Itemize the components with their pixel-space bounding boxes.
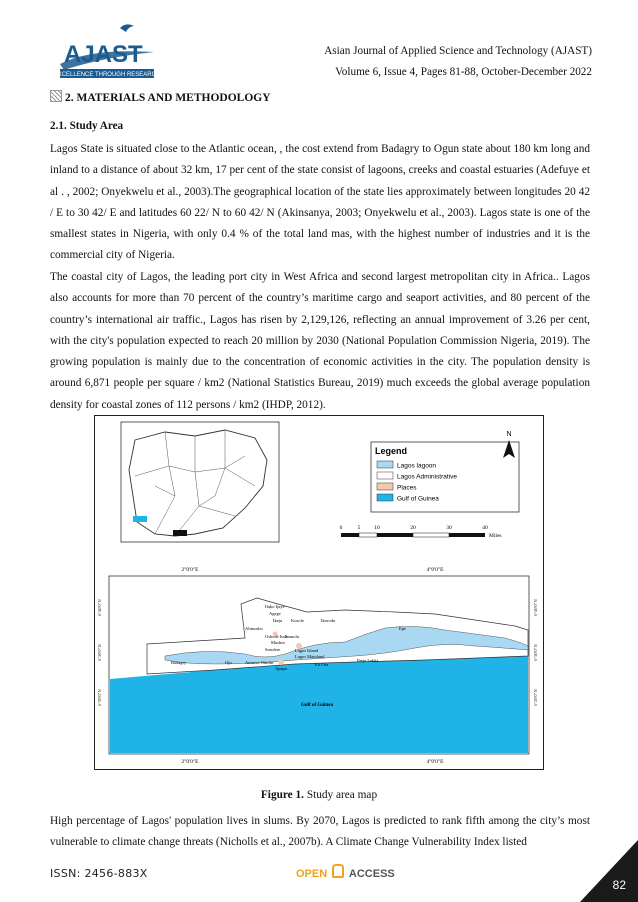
svg-text:Somolu: Somolu: [285, 634, 300, 639]
svg-text:Lagos Mainland: Lagos Mainland: [295, 654, 325, 659]
bird-icon: [120, 24, 134, 32]
svg-text:Badagry: Badagry: [171, 660, 187, 665]
svg-text:2°0'0"E: 2°0'0"E: [181, 759, 199, 765]
legend-item: [377, 494, 439, 503]
legend-title: Legend: [375, 446, 408, 456]
open-access-badge: OPEN ACCESS: [296, 864, 395, 880]
svg-text:40: 40: [482, 525, 488, 531]
lagos-main-map: [97, 566, 538, 765]
svg-text:5: 5: [357, 525, 361, 531]
hatched-square-icon: [50, 90, 62, 102]
issn-label: ISSN: 2456-883X: [50, 867, 148, 880]
svg-text:Ifako Ijaye: Ifako Ijaye: [265, 604, 285, 609]
svg-text:6°20'0"N: 6°20'0"N: [533, 689, 538, 706]
svg-text:Lagos lagoon: Lagos lagoon: [397, 462, 437, 470]
svg-text:Eti Osa: Eti Osa: [315, 662, 329, 667]
paragraph-1: Lagos State is situated close to the Atlantic ocean, , the cost extend from Badagry to Ogun state about 180 km long and inland to a distance of about 32 km, 17 per cent of the state consist of lagoons, creeks and coastal estuaries (Adefuye et al . , 2002; Onyekwelu et al., 2003).The geographical location of the state lies approximately between longitudes 20 42 / E to 30 42/ E and latitudes 60 22/ N to 60 42/ N (Akinsanya, 2003; Onyekwelu et al., 2003). Lagos state is one of the smallest states in Nigeria, with only 0.4 % of the total land mas, with the highest number of industries and it is the commercial city of Nigeria.: [50, 143, 590, 262]
scale-bar: [340, 525, 502, 539]
study-area-map: [94, 415, 544, 770]
page-corner-triangle: [580, 840, 638, 902]
journal-logo: [50, 22, 160, 84]
map-legend: [371, 442, 519, 512]
journal-title: Asian Journal of Applied Science and Technology (AJAST): [324, 45, 592, 57]
legend-item: [377, 461, 436, 470]
volume-line: Volume 6, Issue 4, Pages 81-88, October-December 2022: [335, 66, 592, 78]
paragraph-3: High percentage of Lagos' population lives in slums. By 2070, Lagos is predicted to rank fifth among the city’s most vulnerable to climate change threats (Nicholls et al., 2007b). A Climate Change Vulnerability Index listed: [50, 815, 590, 849]
svg-text:6°40'0"N: 6°40'0"N: [533, 599, 538, 616]
logo-tagline: EXCELLENCE THROUGH RESEARCH: [53, 72, 160, 78]
open-access-lock-icon: [332, 864, 344, 878]
svg-text:Kosofe: Kosofe: [291, 618, 304, 623]
svg-text:Gulf of Guinea: Gulf of Guinea: [397, 495, 439, 503]
svg-text:Ikorodu: Ikorodu: [321, 618, 336, 623]
legend-item: [377, 472, 457, 481]
svg-text:Places: Places: [397, 484, 417, 492]
svg-text:6°40'0"N: 6°40'0"N: [97, 599, 102, 616]
svg-text:Lagos Island: Lagos Island: [295, 648, 319, 653]
svg-text:Ikeja: Ikeja: [273, 618, 282, 623]
svg-text:10: 10: [374, 525, 380, 531]
svg-text:Ibeju Lekki: Ibeju Lekki: [357, 658, 378, 663]
svg-text:Amuwo Odofin: Amuwo Odofin: [245, 660, 274, 665]
svg-text:6°30'0"N: 6°30'0"N: [533, 644, 538, 661]
svg-text:2°0'0"E: 2°0'0"E: [181, 567, 199, 573]
svg-text:Miles: Miles: [489, 533, 502, 539]
section-heading: 2. MATERIALS AND METHODOLOGY: [50, 90, 271, 104]
logo-text: AJAST: [64, 41, 143, 68]
svg-text:Epe: Epe: [399, 626, 406, 631]
svg-text:6°20'0"N: 6°20'0"N: [97, 689, 102, 706]
svg-text:4°0'0"E: 4°0'0"E: [426, 759, 444, 765]
paragraph-2: The coastal city of Lagos, the leading port city in West Africa and second largest metropolitan city in Africa.. Lagos also accounts for more than 70 percent of the country’s maritime cargo and seaport activities, and 80 percent of the country’s international air traffic., Lagos has risen by 2,129,126, reflecting an annual improvement of 3.26 per cent, with the city's population expected to reach 20 million by 2030 (National Population Commission Nigeria, 2019). The growing population is mainly due to the concentration of economic activities in the city. The population density is around 6,871 people per square / km2 (National Statistics Bureau, 2019) much exceeds the global average population density for coastal zones of 112 persons / km2 (IHDP, 2012).: [50, 271, 590, 411]
svg-text:0: 0: [339, 525, 343, 531]
svg-text:Alimosho: Alimosho: [245, 626, 263, 631]
svg-text:Mushin: Mushin: [271, 640, 285, 645]
page-number: 82: [612, 878, 626, 892]
legend-item: [377, 483, 417, 492]
svg-text:20: 20: [410, 525, 416, 531]
svg-text:Agege: Agege: [269, 611, 281, 616]
nigeria-inset-map: [121, 422, 279, 542]
svg-text:Lagos Administrative: Lagos Administrative: [397, 473, 457, 481]
svg-text:Apapa: Apapa: [275, 666, 287, 671]
figure-caption: Figure 1. Study area map: [260, 789, 378, 801]
svg-text:N: N: [506, 431, 512, 438]
svg-text:Oshodi-Isolo: Oshodi-Isolo: [265, 634, 289, 639]
svg-text:30: 30: [446, 525, 452, 531]
sub-heading: 2.1. Study Area: [50, 120, 124, 132]
svg-text:6°30'0"N: 6°30'0"N: [97, 644, 102, 661]
svg-text:4°0'0"E: 4°0'0"E: [426, 567, 444, 573]
svg-text:Surulere: Surulere: [265, 647, 281, 652]
svg-text:Gulf of Guinea: Gulf of Guinea: [301, 703, 333, 708]
svg-text:Ojo: Ojo: [225, 660, 232, 665]
